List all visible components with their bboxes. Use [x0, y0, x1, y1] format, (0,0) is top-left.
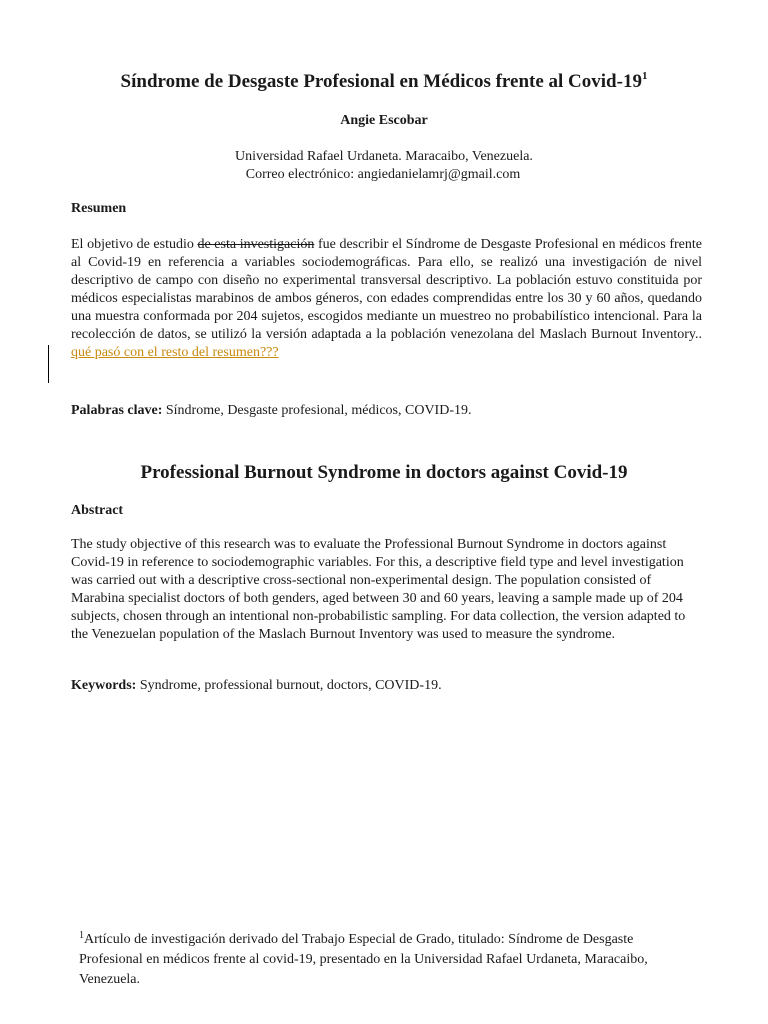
footnote-text: Artículo de investigación derivado del Trabajo Especial de Grado, titulado: Síndrome de Desgaste Profesional en médicos frente al covid-19, presentado en la Universidad Rafael Urdaneta, Maracaibo, Venezuela. [79, 932, 648, 987]
author-name: Angie Escobar [340, 113, 428, 128]
english-title: Professional Burnout Syndrome in doctors against Covid-19 [140, 462, 628, 483]
text-cursor [48, 345, 49, 383]
keywords-label: Keywords: [71, 678, 137, 693]
keywords [71, 678, 442, 694]
resumen-paragraph [71, 236, 702, 362]
affiliation-block [0, 148, 768, 184]
palabras-clave-label: Palabras clave: [71, 403, 163, 418]
affiliation: Universidad Rafael Urdaneta. Maracaibo, Venezuela. [235, 149, 533, 164]
resumen-text-body: fue describir el Síndrome de Desgaste Profesional en médicos frente al Covid-19 en referencia a variables sociodemográficas. Para ello, se realizó una investigación de nivel descriptivo de campo con diseño no experimental transversal descriptivo. La población estuvo constituida por médicos especialistas marabinos de ambos géneros, con edades comprendidas entre los 30 y 60 años, quedando una muestra conformada por 204 sujetos, escogidos mediante un muestreo no probabilístico intencional. Para la recolección de datos, se utilizó la versión adaptada a la población venezolana del Maslach Burnout Inventory.. [71, 237, 702, 342]
review-comment[interactable]: qué pasó con el resto del resumen??? [71, 345, 279, 360]
abstract-paragraph: The study objective of this research was to evaluate the Professional Burnout Syndrome in doctors against Covid-19 in reference to sociodemographic variables. For this, a descriptive field type and level investigation was carried out with a descriptive cross-sectional non-experimental design. The population consisted of Marabina specialist doctors of both genders, aged between 30 and 60 years, leaving a sample made up of 204 subjects, chosen through an intentional non-probabilistic sampling. For data collection, the version adapted to the Venezuelan population of the Maslach Burnout Inventory was used to measure the syndrome. [71, 537, 686, 642]
footnote-mark: 1 [79, 930, 84, 941]
email-line: Correo electrónico: angiedanielamrj@gmail.com [245, 167, 521, 182]
title-footnote-mark[interactable]: 1 [641, 70, 648, 82]
keywords-value: Syndrome, professional burnout, doctors, COVID-19. [136, 678, 442, 693]
abstract-heading: Abstract [71, 503, 124, 518]
resumen-text-start: El objetivo de estudio [71, 237, 198, 252]
paper-title [0, 70, 768, 93]
palabras-clave-value: Síndrome, Desgaste profesional, médicos, COVID-19. [162, 403, 472, 418]
paper-title-text: Síndrome de Desgaste Profesional en Médicos frente al Covid-19 [120, 71, 642, 92]
footnote [79, 926, 699, 990]
palabras-clave [71, 403, 471, 419]
struck-text: de esta investigación [197, 237, 315, 252]
resumen-heading: Resumen [71, 201, 127, 216]
